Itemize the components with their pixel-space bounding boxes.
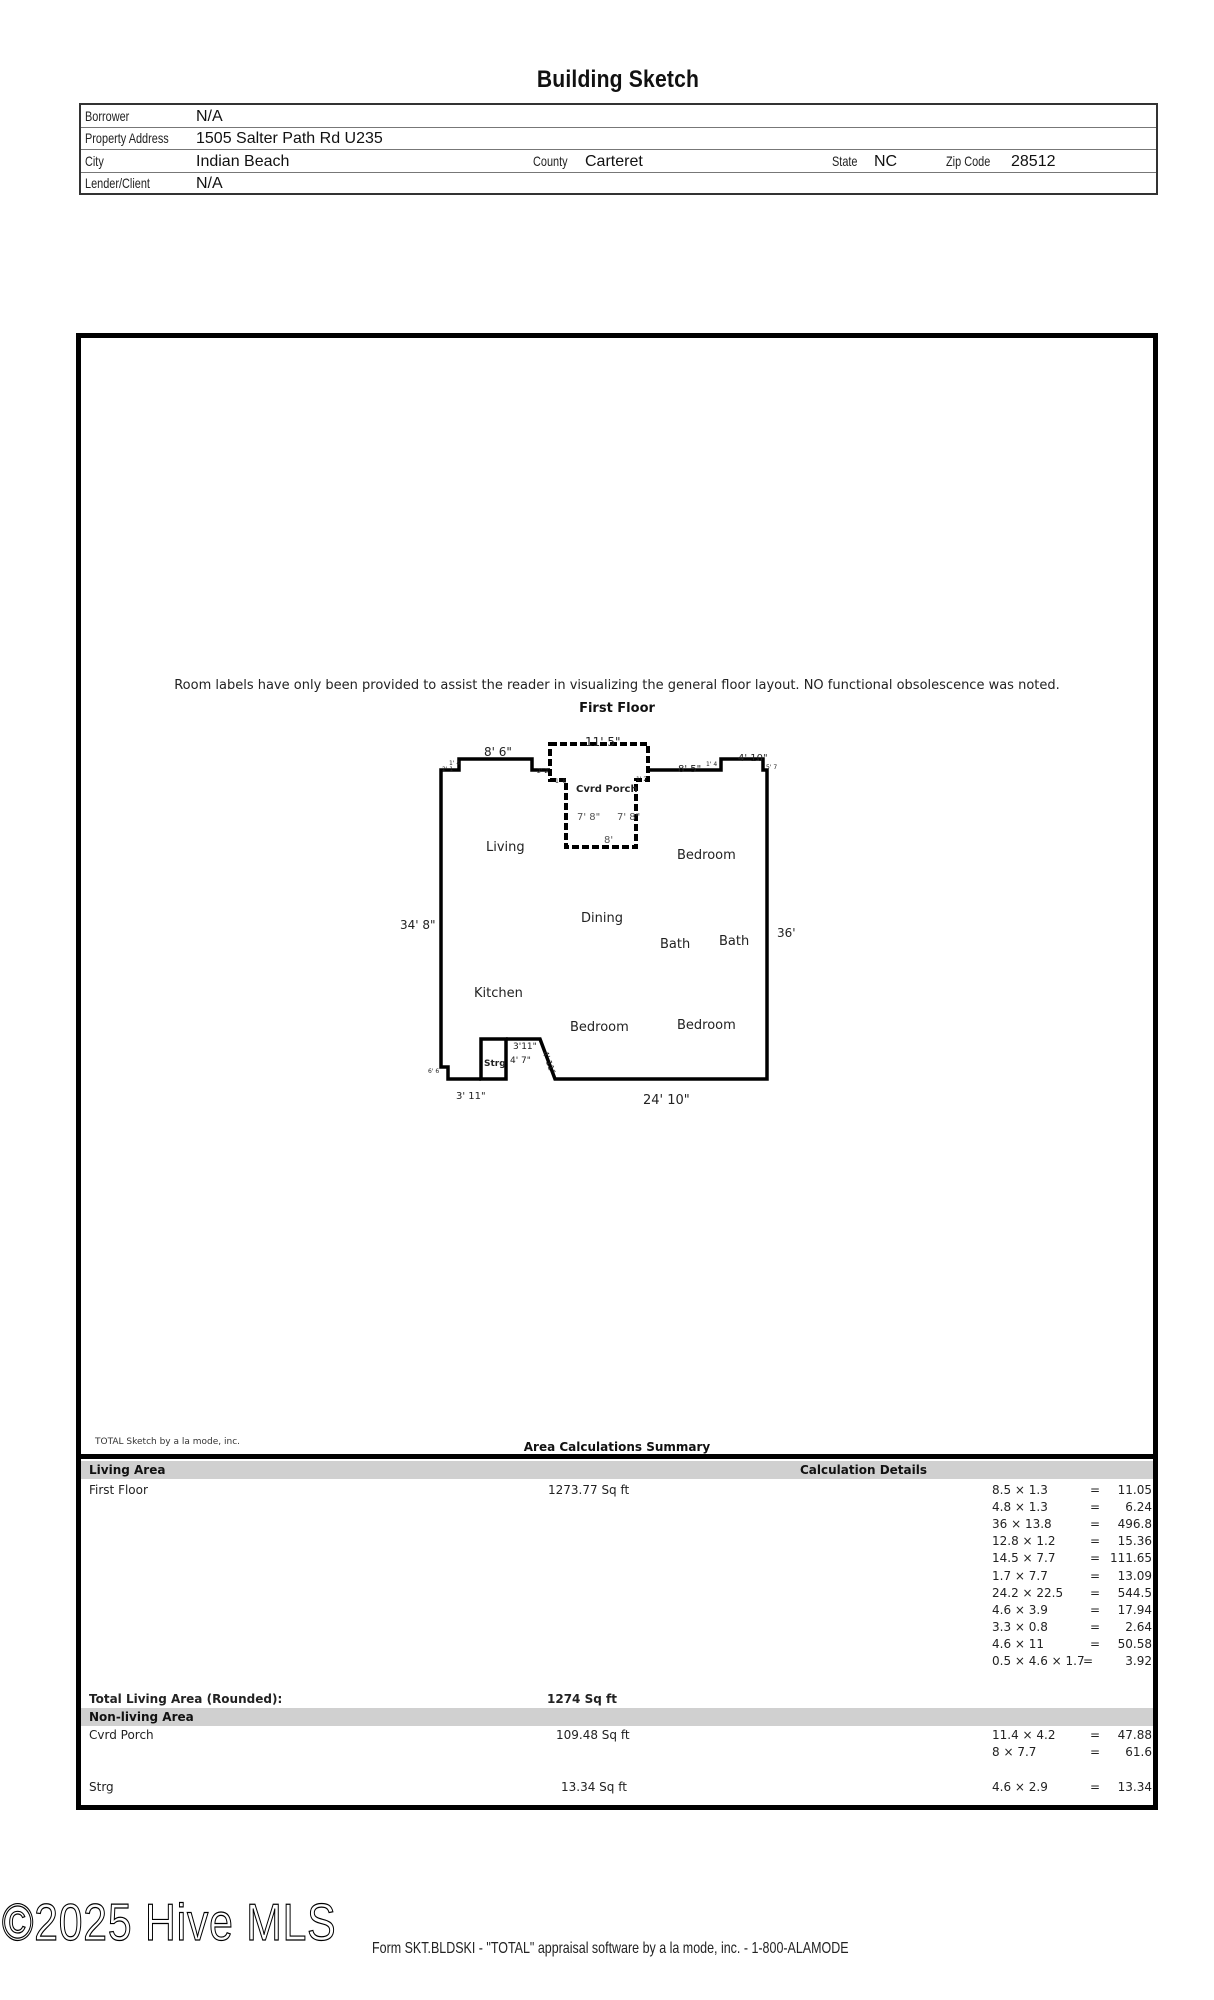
- floor-title: First Floor: [579, 701, 655, 716]
- zip-value: 28512: [1011, 153, 1056, 170]
- calc-row: 4.6 × 11 = 50.58: [992, 1637, 1152, 1651]
- dim-tiny-porch-right: 1' 2: [636, 776, 648, 783]
- porch-label: Cvrd Porch: [89, 1728, 154, 1742]
- calc-row: 0.5 × 4.6 × 1.7 = 3.92: [992, 1654, 1152, 1668]
- address-label: Property Address: [85, 130, 169, 146]
- room-label-bedroom-mid: Bedroom: [570, 1020, 629, 1035]
- dim-tiny-bottom-left: 6' 6: [428, 1068, 440, 1075]
- dim-right-wall: 36': [777, 926, 796, 940]
- calc-row: 4.8 × 1.3 = 6.24: [992, 1500, 1152, 1514]
- dim-bottom-left: 3' 11": [456, 1091, 486, 1102]
- living-area-header: [81, 1461, 1153, 1479]
- storage-label: Strg: [89, 1780, 114, 1794]
- calc-row: 4.6 × 3.9 = 17.94: [992, 1603, 1152, 1617]
- dim-top-right-b: 4' 10": [738, 753, 768, 764]
- lender-label: Lender/Client: [85, 175, 150, 191]
- calc-row: 36 × 13.8 = 496.8: [992, 1517, 1152, 1531]
- dim-strg-side: 4' 7": [510, 1056, 531, 1066]
- calc-row: 12.8 × 1.2 = 15.36: [992, 1534, 1152, 1548]
- page-title: Building Sketch: [536, 66, 700, 93]
- borrower-label: Borrower: [85, 108, 130, 124]
- room-label-storage: Strg: [484, 1059, 506, 1069]
- copyright-watermark: ©2025 Hive MLS: [2, 1894, 337, 1952]
- city-value: Indian Beach: [196, 153, 290, 170]
- calc-row: 4.6 × 2.9 = 13.34: [992, 1780, 1152, 1794]
- dim-tiny-top-left-2: 2' 1: [442, 766, 454, 773]
- zip-label: Zip Code: [946, 153, 991, 169]
- total-living-value: 1274 Sq ft: [547, 1692, 617, 1706]
- dim-bottom: 24' 10": [643, 1093, 690, 1108]
- room-label-bath-2: Bath: [719, 934, 750, 949]
- dim-tiny-porch-left-2: 1' 8: [555, 778, 567, 785]
- address-value: 1505 Salter Path Rd U235: [196, 130, 383, 147]
- covered-porch-outline: [550, 744, 648, 847]
- dim-diagonal: 4' 11": [540, 1049, 558, 1076]
- living-area-outline: [441, 759, 550, 1079]
- calc-row: 14.5 × 7.7 = 111.65: [992, 1551, 1152, 1565]
- calc-row: 8.5 × 1.3 = 11.05: [992, 1483, 1152, 1497]
- calc-row: 3.3 × 0.8 = 2.64: [992, 1620, 1152, 1634]
- state-label: State: [832, 153, 858, 169]
- dim-top-left: 8' 6": [484, 745, 512, 759]
- lender-value: N/A: [196, 175, 223, 192]
- county-label: County: [533, 153, 568, 169]
- dim-tiny-top-right-1: 1' 4: [706, 761, 718, 768]
- calc-details-label: Calculation Details: [800, 1463, 928, 1477]
- state-value: NC: [874, 153, 898, 170]
- nonliving-area-header: [81, 1708, 1153, 1726]
- dim-tiny-porch-left-1: 2' 2: [537, 768, 549, 775]
- room-label-bedroom-right: Bedroom: [677, 1018, 736, 1033]
- calc-row: 11.4 × 4.2 = 47.88: [992, 1728, 1152, 1742]
- room-label-bath-1: Bath: [660, 937, 691, 952]
- room-label-bedroom-top: Bedroom: [677, 848, 736, 863]
- dim-left-wall: 34' 8": [400, 918, 436, 932]
- first-floor-label: First Floor: [89, 1483, 148, 1497]
- calc-row: 8 × 7.7 = 61.6: [992, 1745, 1152, 1759]
- living-area-label: Living Area: [89, 1463, 166, 1477]
- sketch-credit: TOTAL Sketch by a la mode, inc.: [95, 1437, 241, 1447]
- dim-top-right-a: 8' 5": [678, 764, 702, 775]
- summary-title: Area Calculations Summary: [523, 1440, 711, 1454]
- nonliving-area-label: Non-living Area: [89, 1710, 194, 1724]
- first-floor-area: 1273.77 Sq ft: [548, 1483, 630, 1497]
- dim-strg-top: 3'11": [513, 1042, 537, 1052]
- room-label-dining: Dining: [581, 911, 623, 926]
- dim-tiny-top-left-1: 1' 4: [449, 760, 461, 767]
- storage-area: 13.34 Sq ft: [561, 1780, 627, 1794]
- form-footer: Form SKT.BLDSKI - "TOTAL" appraisal software by a la mode, inc. - 1-800-ALAMODE: [372, 1940, 849, 1957]
- dim-porch-side-left: 7' 8": [577, 812, 601, 823]
- county-value: Carteret: [585, 153, 643, 170]
- porch-area: 109.48 Sq ft: [556, 1728, 630, 1742]
- dim-porch-top: 11' 5": [585, 735, 621, 749]
- total-living-label: Total Living Area (Rounded):: [89, 1692, 283, 1706]
- city-label: City: [85, 153, 104, 169]
- room-label-porch: Cvrd Porch: [576, 784, 638, 795]
- room-label-living: Living: [486, 840, 525, 855]
- calc-row: 1.7 × 7.7 = 13.09: [992, 1569, 1152, 1583]
- dim-porch-side-right: 7' 8": [617, 812, 641, 823]
- dim-tiny-top-right-2: 5' 7: [766, 764, 778, 771]
- room-label-disclaimer: Room labels have only been provided to assist the reader in visualizing the general floor layout. NO functional obsolescence was noted.: [174, 678, 1060, 693]
- borrower-value: N/A: [196, 108, 223, 125]
- dim-porch-bottom: 8': [604, 835, 614, 846]
- summary-divider: [76, 1454, 1158, 1459]
- calc-row: 24.2 × 22.5 = 544.5: [992, 1586, 1152, 1600]
- room-label-kitchen: Kitchen: [474, 986, 523, 1001]
